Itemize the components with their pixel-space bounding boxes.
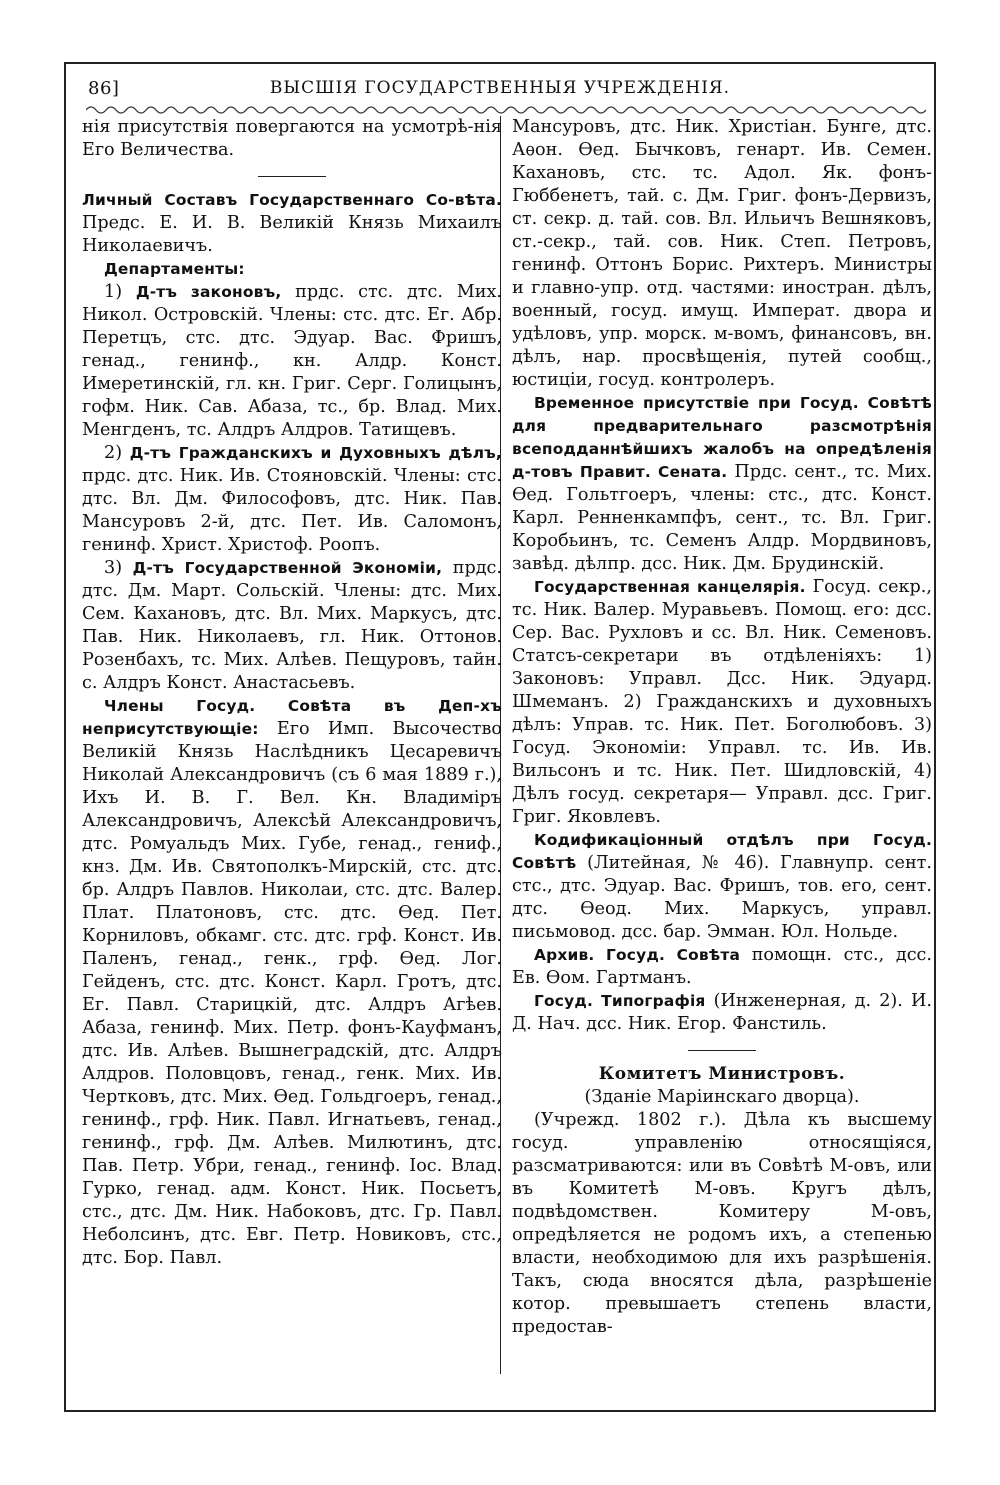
bold-heading: Временное присутствіе при Госуд. Совѣтѣ для предварительнаго разсмотрѣнія всеподданнѣйшихъ жалобъ на опредѣленія д-товъ Правит. Сената. [512,394,932,481]
right-column [512,116,932,1339]
paragraph [512,392,932,576]
paragraph-text: Госуд. секр., тс. Ник. Валер. Муравьевъ. Помощ. его: дсс. Сер. Вас. Рухловъ и сс. Вл. Ник. Семеновъ. Статсъ-секретари въ отдѣленіяхъ: 1) Законовъ: Управл. Дсс. Ник. Эдуард. Шмеманъ. 2) Гражданскихъ и духовныхъ дѣлъ: Управ. тс. Ник. Пет. Боголюбовъ. 3) Госуд. Экономіи: Управл. тс. Ив. Ив. Вильсонъ и тс. Ник. Пет. Шидловскій, 4) Дѣлъ госуд. секретаря— Управл. дсс. Григ. Григ. Яковлевъ. [512,577,932,827]
item-number: 1) [104,282,136,302]
bold-heading: Д-тъ Гражданскихъ и Духовныхъ дѣлъ, [129,444,502,462]
paragraph-text: (Инженерная, д. 2). И. Д. Нач. дсс. Ник. Егор. Фанстиль. [512,991,932,1034]
item-number: 3) [104,558,133,578]
paragraph [512,990,932,1036]
departments-heading [82,258,502,281]
bold-heading: Госуд. Типографія [534,992,706,1010]
section-rule [258,176,326,177]
paragraph [512,576,932,829]
paragraph [512,944,932,990]
item-number: 2) [104,443,130,463]
bold-heading: Д-тъ Государственной Экономіи, [132,559,443,577]
paragraph [82,281,502,442]
paragraph: (Учрежд. 1802 г.). Дѣла къ высшему госуд. управленію относящіяся, разсматриваются: или въ Совѣтѣ М-овъ, или въ Комитетѣ М-овъ. Кругъ дѣлъ, подвѣдомствен. Комитеру М-овъ, опредѣляется не родомъ ихъ, а степенью власти, необходимою для ихъ разрѣшенія. Такъ, сюда вносятся дѣла, разрѣшеніе котор. превышаетъ степень власти, предостав- [512,1110,932,1337]
paragraph-text: прдс. стс. дтс. Мих. Никол. Островскій. Члены: стс. дтс. Ег. Абр. Перетцъ, стс. дтс. Эдуар. Вас. Фришъ, генад., генинф., кн. Алдр. Конст. Имеретинскій, гл. кн. Григ. Серг. Голицынъ, гофм. Ник. Сав. Абаза, тс., бр. Влад. Мих. Менгденъ, тс. Алдръ Алдров. Татищевъ. [82,282,502,440]
bold-heading: Государственная канцелярія. [534,578,806,596]
paragraph [82,189,502,258]
section-subtitle: (Зданіе Маріинскаго дворца). [584,1087,860,1107]
paragraph [82,557,502,695]
paragraph: нія присутствія повергаются на усмотрѣ-нія Его Величества. [82,117,502,160]
paragraph-text: прдс. дтс. Ник. Ив. Стояновскій. Члены: стс. дтс. Вл. Дм. Философовъ, дтс. Ник. Пав. Мансуровъ 2-й, дтс. Пет. Ив. Саломонъ, генинф. Христ. Христоф. Роопъ. [82,466,502,555]
bold-heading: Архив. Госуд. Совѣта [534,946,741,964]
page-number: 86] [88,78,120,99]
paragraph-text: помощн. стс., дсс. Ев. Ѳом. Гартманъ. [512,945,932,988]
paragraph [82,695,502,1270]
running-title: ВЫСШІЯ ГОСУДАРСТВЕННЫЯ УЧРЕЖДЕНІЯ. [269,78,731,98]
bold-heading: Члены Госуд. Совѣта въ Деп-хъ неприсутствующіе: [82,697,502,738]
paragraph-text: прдс. дтс. Дм. Март. Сольскій. Члены: дтс. Мих. Сем. Кахановъ, дтс. Вл. Мих. Маркусъ, дтс. Пав. Ник. Николаевъ, гл. Ник. Оттонов. Розенбахъ, тс. Мих. Алѣев. Пещуровъ, тайн. с. Алдръ Конст. Анастасьевъ. [82,558,502,693]
paragraph: Мансуровъ, дтс. Ник. Христіан. Бунге, дтс. Аѳон. Ѳед. Бычковъ, генарт. Ив. Семен. Кахановъ, стс. тс. Адол. Як. фонъ-Гюббенетъ, тай. с. Дм. Григ. фонъ-Дервизъ, ст. секр. д. тай. сов. Вл. Ильичъ Вешняковъ, ст.-секр., тай. сов. Ник. Степ. Петровъ, генинф. Оттонъ Борис. Рихтеръ. Министры и главно-упр. отд. частями: иностран. дѣлъ, военный, госуд. имущ. Императ. двора и удѣловъ, упр. морск. м-вомъ, финансовъ, вн. дѣлъ, нар. просвѣщенія, путей сообщ., юстиціи, госуд. контролеръ. [512,117,932,390]
page-frame [64,62,936,1412]
wavy-rule [86,104,926,116]
section-rule [688,1050,756,1051]
paragraph-text: Его Имп. Высочество Великій Князь Наслѣдникъ Цесаревичъ Николай Александровичъ (съ 6 мая 1889 г.), Ихъ И. В. Г. Вел. Кн. Владиміръ Александровичъ, Алексѣй Александровичъ, дтс. Ромуальдъ Мих. Губе, генад., гениф., кнз. Дм. Ив. Святополкъ-Мирскій, стс. дтс. бр. Алдръ Павлов. Николаи, стс. дтс. Валер. Плат. Платоновъ, стс. дтс. Ѳед. Пет. Корниловъ, обкамг. стс. дтс. грф. Конст. Ив. Паленъ, генад., генк., грф. Ѳед. Лог. Гейденъ, стс. дтс. Конст. Карл. Гротъ, дтс. Ег. Павл. Старицкій, дтс. Алдръ Агѣев. Абаза, генинф. Мих. Петр. фонъ-Кауфманъ, дтс. Ив. Алѣев. Вышнеградскій, дтс. Алдръ Алдров. Половцовъ, генад., генк. Мих. Ив. Чертковъ, дтс. Мих. Ѳед. Гольдгоеръ, генад., генинф., грф. Ник. Павл. Игнатьевъ, генад., генинф., грф. Дм. Алѣев. Милютинъ, дтс. Пав. Петр. Убри, генад., генинф. Іос. Влад. Гурко, генад. адм. Конст. Ник. Посьетъ, стс., дтс. Дм. Ник. Набоковъ, дтс. Гр. Павл. Неболсинъ, дтс. Евг. Петр. Новиковъ, стс., дтс. Бор. Павл. [82,719,502,1268]
paragraph-text: Прдс. сент., тс. Мих. Ѳед. Гольтгоеръ, члены: стс., дтс. Конст. Карл. Ренненкампфъ, сент., тс. Вл. Григ. Коробьинъ, тс. Семенъ Алдр. Мордвиновъ, завѣд. дѣлпр. дсс. Ник. Дм. Брудинскій. [512,462,932,574]
paragraph-text: Предс. Е. И. В. Великій Князь Михаилъ Николаевичъ. [82,213,502,256]
left-column [82,116,502,1270]
paragraph [82,442,502,557]
section-title: Комитетъ Министровъ. [598,1064,846,1084]
paragraph [512,829,932,944]
bold-heading: Департаменты: [104,260,245,278]
bold-heading: Кодификаціонный отдѣлъ при Госуд. Совѣтѣ [512,831,932,872]
bold-heading: Личный Составъ Государственнаго Со-вѣта. [82,191,502,209]
bold-heading: Д-тъ законовъ, [135,283,282,301]
paragraph-text: (Литейная, № 46). Главнупр. сент. стс., дтс. Эдуар. Вас. Фришъ, тов. его, сент. дтс. Ѳеод. Мих. Маркусъ, управл. письмовод. дсс. бар. Эмман. Юл. Нольде. [512,853,932,942]
